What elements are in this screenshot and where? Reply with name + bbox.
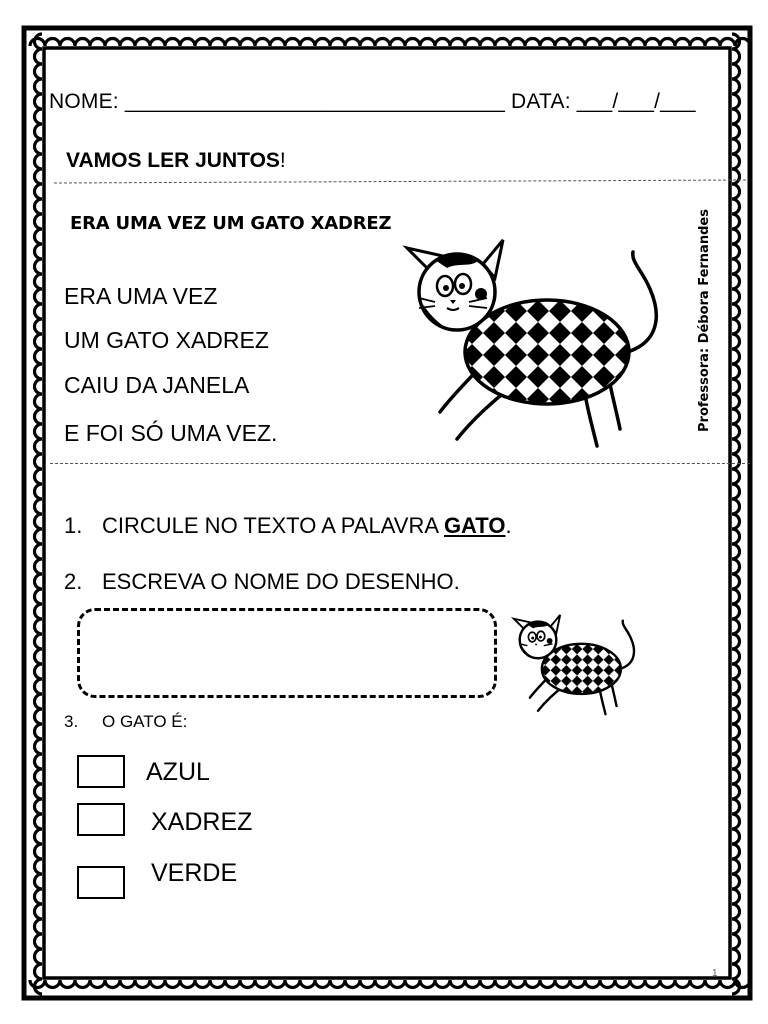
checkbox-xadrez[interactable]: [77, 803, 125, 836]
question-text: O GATO É:: [102, 712, 188, 731]
highlighted-word: GATO: [443, 513, 506, 538]
page-number: 1: [712, 968, 718, 979]
story-title: ERA UMA VEZ UM GATO XADREZ: [70, 213, 392, 234]
option-label: VERDE: [151, 859, 238, 887]
option-label: XADREZ: [151, 808, 253, 836]
checkbox-verde[interactable]: [77, 866, 125, 899]
poem-line: ERA UMA VEZ: [64, 283, 218, 309]
question-end: .: [505, 513, 512, 538]
page-title: [66, 149, 286, 173]
checkered-cat-illustration-small: [508, 612, 648, 718]
name-date-line: NOME: ________________________________ DATA: ___/___/___: [49, 90, 696, 113]
dashed-divider-bottom: [50, 463, 750, 464]
question-number: 2.: [64, 569, 83, 594]
page-title-suffix: !: [279, 149, 286, 172]
answer-writing-box[interactable]: [77, 608, 497, 698]
checkbox-azul[interactable]: [77, 755, 125, 788]
poem-line: UM GATO XADREZ: [64, 327, 269, 353]
question-text: ESCREVA O NOME DO DESENHO.: [102, 569, 460, 594]
question-number: 1.: [64, 513, 83, 538]
poem-line: E FOI SÓ UMA VEZ.: [64, 420, 278, 446]
option-label: AZUL: [146, 758, 210, 786]
poem-line: CAIU DA JANELA: [64, 372, 250, 398]
question-number: 3.: [64, 712, 79, 731]
author-credit: Professora: Débora Fernandes: [697, 209, 712, 432]
checkered-cat-illustration: [395, 234, 685, 454]
question-1: [64, 513, 512, 539]
page-title-bold: VAMOS LER JUNTOS: [66, 149, 280, 172]
question-3: [64, 712, 187, 732]
question-text: CIRCULE NO TEXTO A PALAVRA: [102, 513, 444, 538]
question-2: [64, 569, 460, 595]
